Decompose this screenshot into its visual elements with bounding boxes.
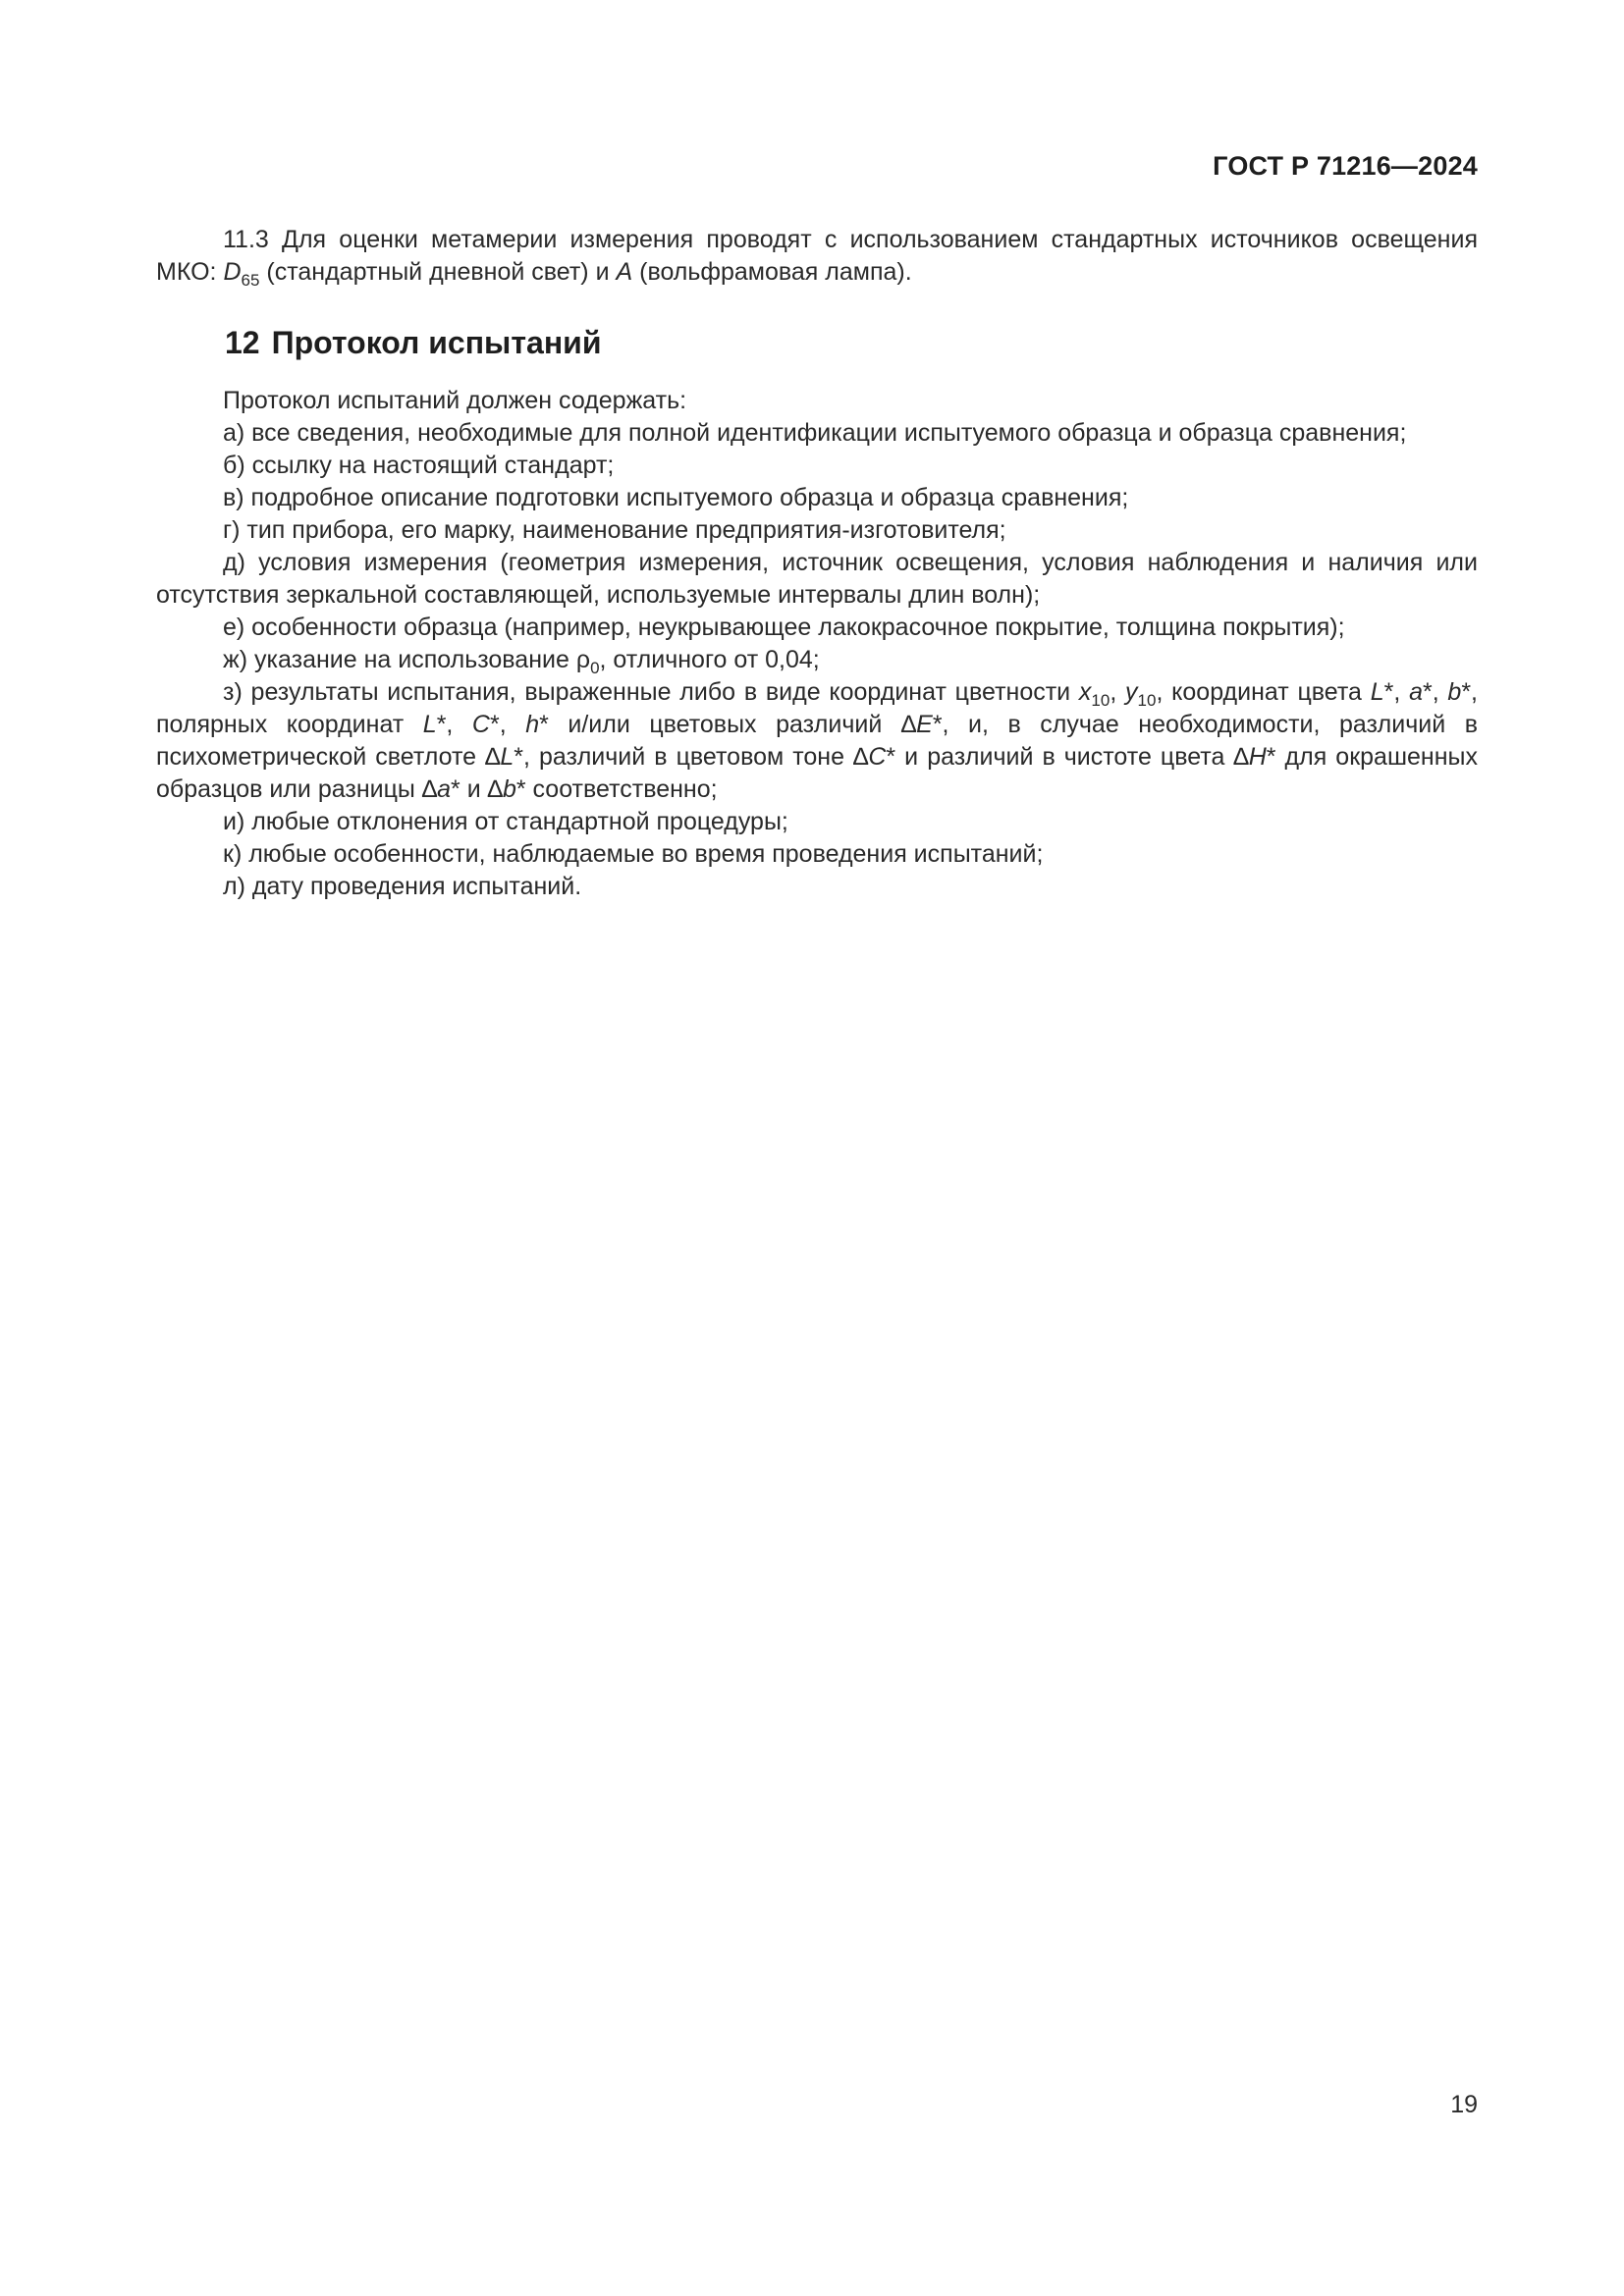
list-item-e: е) особенности образца (например, неукрывающее лакокрасочное покрытие, толщина покрытия); (223, 614, 1345, 641)
list-item-z (156, 676, 1478, 806)
symbol-y-subscript: 10 (1137, 691, 1157, 710)
section-number: 12 (225, 325, 260, 360)
symbol-c: C (868, 743, 887, 771)
symbol-y: y (1125, 678, 1138, 706)
list-item-l: л) дату проведения испытаний. (223, 873, 582, 900)
item-text: *, различий в цветовом тоне ∆ (514, 743, 869, 771)
symbol-h-upper: H (1248, 743, 1267, 771)
clause-text: (вольфрамовая лампа). (632, 258, 912, 286)
rho-subscript: 0 (590, 659, 600, 677)
item-text: *, и, в случае необходимости, различий в психометрической светлоте ∆ (156, 711, 1479, 771)
symbol-x: x (1078, 678, 1092, 706)
section-12-heading (156, 323, 1478, 362)
symbol-l: L (500, 743, 514, 771)
symbol-b: b (1447, 678, 1462, 706)
page-content (156, 224, 1478, 903)
symbol-a: a (437, 775, 452, 803)
list-item-k: к) любые особенности, наблюдаемые во время проведения испытаний; (223, 840, 1044, 868)
list-item-i: и) любые отклонения от стандартной процедуры; (223, 808, 788, 835)
page-number: 19 (1450, 2091, 1478, 2118)
list-item-zh (156, 644, 1478, 676)
section-title: Протокол испытаний (271, 325, 602, 360)
symbol-h: h (525, 711, 540, 738)
illuminant-d65: D (223, 258, 242, 286)
item-text: * для окрашенных образцов или разницы ∆ (156, 743, 1479, 803)
symbol-b: b (502, 775, 516, 803)
list-item-v: в) подробное описание подготовки испытуемого образца и образца сравнения; (223, 484, 1129, 511)
list-item-b: б) ссылку на настоящий стандарт; (223, 452, 615, 479)
item-text: * соответственно; (515, 775, 718, 803)
item-text: з) результаты испытания, выраженные либо в виде координат цветности (223, 678, 1079, 706)
item-text: * и различий в чистоте цвета ∆ (886, 743, 1249, 771)
item-text: *, (1383, 678, 1410, 706)
clause-text: 11.3 Для оценки метамерии измерения проводят с использованием стандартных источников освещения МКО: (156, 226, 1478, 286)
item-text: *, (489, 711, 526, 738)
symbol-c: C (471, 711, 490, 738)
list-item-d: д) условия измерения (геометрия измерения, источник освещения, условия наблюдения и наличия или отсутствия зеркальной составляющей, используемые интервалы длин волн); (156, 549, 1478, 609)
symbol-e: E (916, 711, 933, 738)
item-text: *, (1422, 678, 1448, 706)
item-text: *, (436, 711, 472, 738)
symbol-x-subscript: 10 (1091, 691, 1110, 710)
symbol-l: L (1370, 678, 1384, 706)
clause-text: (стандартный дневной свет) и (259, 258, 617, 286)
list-item-a: а) все сведения, необходимые для полной идентификации испытуемого образца и образца сравнения; (223, 419, 1407, 447)
clause-11-3 (156, 224, 1478, 289)
list-item-g: г) тип прибора, его марку, наименование предприятия-изготовителя; (223, 516, 1006, 544)
document-code-header: ГОСТ Р 71216—2024 (1213, 151, 1478, 181)
section-12-intro: Протокол испытаний должен содержать: (223, 387, 687, 414)
symbol-l: L (422, 711, 437, 738)
item-text: *, полярных координат (156, 678, 1479, 738)
item-text: , координат цвета (1156, 678, 1371, 706)
item-text: , (1110, 678, 1126, 706)
illuminant-d65-subscript: 65 (241, 271, 260, 290)
item-text: * и ∆ (451, 775, 503, 803)
item-text: ж) указание на использование ρ (223, 646, 591, 673)
symbol-a: a (1409, 678, 1423, 706)
item-text: , отличного от 0,04; (599, 646, 820, 673)
illuminant-a: A (616, 258, 633, 286)
item-text: * и/или цветовых различий ∆ (539, 711, 917, 738)
